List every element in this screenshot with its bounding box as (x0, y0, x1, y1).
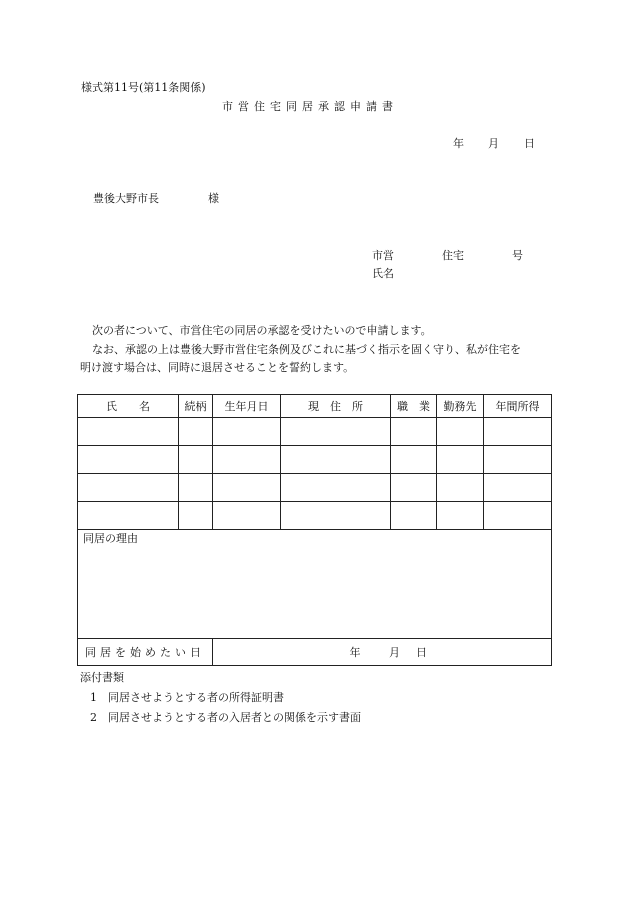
workplace-cell[interactable] (437, 418, 484, 446)
relationship-cell[interactable] (179, 502, 213, 530)
addressee: 豊後大野市長 (93, 192, 159, 205)
reason-cell[interactable] (78, 530, 552, 639)
cohabitant-table (77, 394, 552, 666)
paragraph-2-line-1: なお、承認の上は豊後大野市営住宅条例及びこれに基づく指示を固く守り、私が住宅を (92, 343, 521, 356)
occupation-cell[interactable] (391, 474, 437, 502)
date-month-label: 月 (488, 137, 499, 150)
attachment-1-number: 1 (90, 691, 97, 704)
paragraph-2-line-2: 明け渡す場合は、同時に退居させることを誓約します。 (80, 361, 355, 374)
date-year-label: 年 (453, 137, 464, 150)
address-cell[interactable] (281, 418, 391, 446)
table-row (78, 446, 552, 474)
birthdate-cell[interactable] (213, 418, 281, 446)
relationship-cell[interactable] (179, 418, 213, 446)
income-cell[interactable] (484, 502, 552, 530)
paragraph-1: 次の者について、市営住宅の同居の承認を受けたいので申請します。 (92, 324, 432, 337)
attachment-2-number: 2 (90, 711, 97, 724)
addressee-honorific: 様 (208, 192, 219, 205)
address-cell[interactable] (281, 502, 391, 530)
relationship-cell[interactable] (179, 446, 213, 474)
form-number: 様式第11号(第11条関係) (81, 81, 206, 94)
header-annual-income: 年間所得 (484, 395, 552, 418)
table-row (78, 502, 552, 530)
address-number: 号 (512, 249, 523, 262)
table-row (78, 418, 552, 446)
reason-row (78, 530, 552, 639)
attachments-title: 添付書類 (80, 671, 124, 684)
applicant-name-label: 氏名 (372, 267, 394, 280)
start-month-label: 月 (389, 645, 400, 659)
relationship-cell[interactable] (179, 474, 213, 502)
income-cell[interactable] (484, 446, 552, 474)
start-date-row (78, 639, 552, 666)
header-relationship: 続柄 (179, 395, 213, 418)
income-cell[interactable] (484, 474, 552, 502)
address-housing: 住宅 (442, 249, 464, 262)
address-cell[interactable] (281, 474, 391, 502)
start-year-label: 年 (349, 645, 361, 659)
date-day-label: 日 (524, 137, 535, 150)
occupation-cell[interactable] (391, 502, 437, 530)
attachment-2-text: 同居させようとする者の入居者との関係を示す書面 (108, 711, 361, 724)
name-cell[interactable] (78, 418, 179, 446)
table-header-row (78, 395, 552, 418)
header-occupation: 職 業 (391, 395, 437, 418)
header-birthdate: 生年月日 (213, 395, 281, 418)
address-cell[interactable] (281, 446, 391, 474)
header-address: 現 住 所 (281, 395, 391, 418)
name-cell[interactable] (78, 502, 179, 530)
income-cell[interactable] (484, 418, 552, 446)
occupation-cell[interactable] (391, 418, 437, 446)
header-workplace: 勤務先 (437, 395, 484, 418)
header-name: 氏 名 (78, 395, 179, 418)
document-title: 市営住宅同居承認申請書 (222, 100, 398, 113)
address-city-housing: 市営 (372, 249, 394, 262)
birthdate-cell[interactable] (213, 446, 281, 474)
start-date-label: 同居を始めたい日 (78, 639, 213, 666)
occupation-cell[interactable] (391, 446, 437, 474)
table-row (78, 474, 552, 502)
start-day-label: 日 (416, 645, 427, 659)
name-cell[interactable] (78, 474, 179, 502)
birthdate-cell[interactable] (213, 474, 281, 502)
reason-label: 同居の理由 (83, 532, 138, 545)
name-cell[interactable] (78, 446, 179, 474)
birthdate-cell[interactable] (213, 502, 281, 530)
workplace-cell[interactable] (437, 446, 484, 474)
attachment-1-text: 同居させようとする者の所得証明書 (108, 691, 284, 704)
workplace-cell[interactable] (437, 502, 484, 530)
start-date-cell[interactable] (213, 639, 552, 666)
workplace-cell[interactable] (437, 474, 484, 502)
